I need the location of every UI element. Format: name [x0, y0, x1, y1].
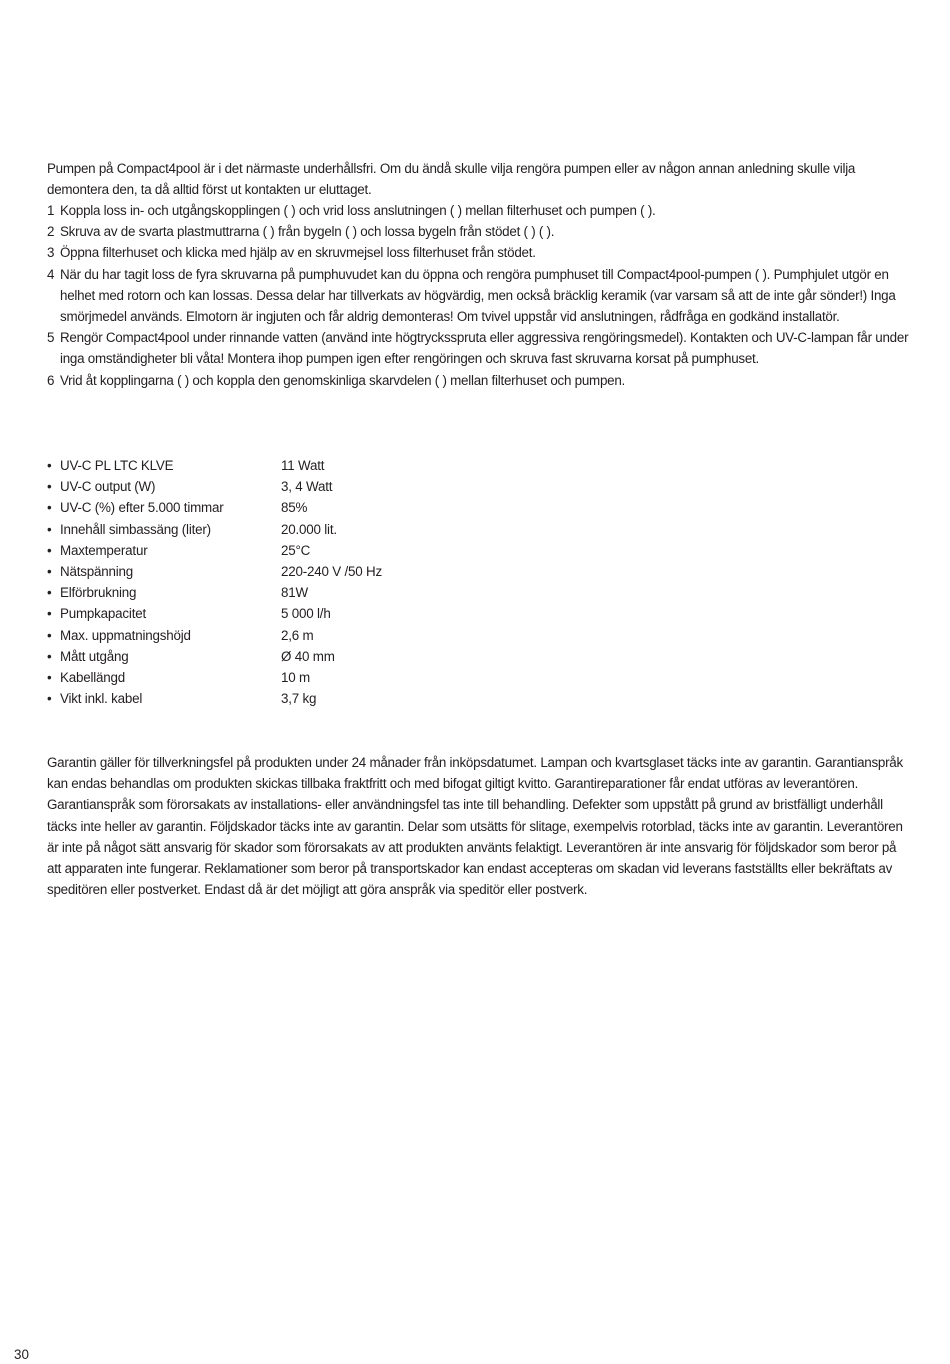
step-text: Koppla loss in- och utgångskopplingen ( ) och vrid loss anslutningen ( ) mellan filterhuset och pumpen ( ).	[60, 203, 656, 218]
bullet-icon: •	[47, 479, 52, 495]
spec-value: 3, 4 Watt	[281, 479, 333, 495]
step-item	[47, 264, 913, 328]
step-item	[47, 327, 913, 369]
spec-row	[47, 582, 547, 603]
step-item	[47, 242, 913, 263]
step-text: Rengör Compact4pool under rinnande vatten (använd inte högtrycksspruta eller aggressiva rengöringsmedel). Kontakten och UV-C-lampan får under inga omständigheter bli våta! Montera ihop pumpen igen efter rengöringen och skruva fast skruvarna korsat på pumphuset.	[60, 330, 909, 367]
spec-value: 220-240 V /50 Hz	[281, 563, 383, 579]
intro-paragraph: Pumpen på Compact4pool är i det närmaste underhållsfri. Om du ändå skulle vilja rengöra pumpen eller av någon annan anledning skulle vilja demontera den, ta då alltid först ut kontakten ur eluttaget.	[47, 161, 856, 198]
spec-label: UV-C output (W)	[60, 479, 156, 495]
bullet-icon: •	[47, 542, 52, 558]
spec-row	[47, 646, 547, 667]
spec-label: Maxtemperatur	[60, 542, 148, 558]
spec-label: Elförbrukning	[60, 585, 137, 601]
step-number: 1	[47, 203, 55, 218]
spec-value: 81W	[281, 585, 308, 601]
bullet-icon: •	[47, 563, 52, 579]
spec-value: 20.000 lit.	[281, 521, 337, 537]
step-text: Skruva av de svarta plastmuttrarna ( ) från bygeln ( ) och lossa bygeln från stödet ( ) ( ).	[60, 224, 555, 240]
spec-value: 85%	[281, 500, 308, 516]
spec-value: 3,7 kg	[281, 691, 317, 707]
bullet-icon: •	[47, 627, 52, 643]
step-text: Vrid åt kopplingarna ( ) och koppla den genomskinliga skarvdelen ( ) mellan filterhuset och pumpen.	[60, 372, 626, 388]
spec-row	[47, 455, 547, 476]
step-number: 6	[47, 372, 55, 388]
step-text: Öppna filterhuset och klicka med hjälp av en skruvmejsel loss filterhuset från stödet.	[60, 245, 536, 261]
spec-label: Pumpkapacitet	[60, 606, 146, 622]
step-number: 5	[47, 330, 55, 346]
spec-row	[47, 688, 547, 709]
spec-row	[47, 625, 547, 646]
spec-label: Vikt inkl. kabel	[60, 691, 143, 707]
spec-label: Innehåll simbassäng (liter)	[60, 521, 211, 537]
spec-row	[47, 667, 547, 688]
spec-label: Mått utgång	[60, 648, 129, 664]
spec-label: UV-C (%) efter 5.000 timmar	[60, 500, 224, 516]
step-item	[47, 221, 913, 242]
step-number: 3	[47, 245, 55, 261]
spec-label: UV-C PL LTC KLVE	[60, 458, 174, 473]
step-item	[47, 200, 913, 221]
bullet-icon: •	[47, 606, 52, 622]
spec-label: Kabellängd	[60, 669, 126, 685]
bullet-icon: •	[47, 521, 52, 537]
step-item	[47, 370, 913, 391]
step-number: 2	[47, 224, 55, 240]
spec-value: 11 Watt	[281, 458, 325, 473]
cleaning-steps-list	[47, 200, 913, 391]
step-text: När du har tagit loss de fyra skruvarna på pumphuvudet kan du öppna och rengöra pumphuset till Compact4pool-pumpen ( ). Pumphjulet utgör en helhet med rotorn och kan lossas. Dessa delar har tillverkats av högvärdig, men också bräcklig keramik (var varsam så att de inte går sönder!) Inga smörjmedel används. Elmotorn är ingjuten och får aldrig demonteras! Om tvivel uppstår vid anslutningen, rådfråga en godkänd installatör.	[60, 266, 896, 325]
spec-value: 25°C	[281, 542, 311, 558]
spec-value: 2,6 m	[281, 627, 314, 643]
spec-value: Ø 40 mm	[281, 648, 335, 664]
spec-row	[47, 603, 547, 624]
spec-label: Nätspänning	[60, 563, 133, 579]
page-number: 30	[14, 1347, 29, 1362]
bullet-icon: •	[47, 458, 52, 473]
bullet-icon: •	[47, 669, 52, 685]
spec-row	[47, 561, 547, 582]
spec-row	[47, 497, 547, 518]
spec-label: Max. uppmatningshöjd	[60, 627, 191, 643]
bullet-icon: •	[47, 648, 52, 664]
bullet-icon: •	[47, 500, 52, 516]
step-number: 4	[47, 266, 55, 282]
spec-value: 5 000 l/h	[281, 606, 331, 622]
spec-row	[47, 519, 547, 540]
bullet-icon: •	[47, 585, 52, 601]
spec-value: 10 m	[281, 669, 310, 685]
spec-row	[47, 476, 547, 497]
specifications-list	[47, 455, 547, 709]
bullet-icon: •	[47, 691, 52, 707]
spec-row	[47, 540, 547, 561]
warranty-paragraph: Garantin gäller för tillverkningsfel på produkten under 24 månader från inköpsdatumet. Lampan och kvartsglaset täcks inte av garantin. Garantianspråk kan endas behandlas om produkten skickas tillbaka fraktfritt och med bifogat giltigt kvitto. Garantireparationer får endat utföras av leverantören. Garantianspråk som förorsakats av installations- eller användningsfel tas inte till behandling. Defekter som uppstått på grund av bristfälligt underhåll täcks inte heller av garantin. Följdskador täcks inte av garantin. Delar som utsätts för slitage, exempelvis rotorblad, täcks inte av garantin. Leverantören är inte på något sätt ansvarig för skador som förorsakats av att produkten använts felaktigt. Leverantören är inte ansvarig för följdskador som beror på att apparaten inte fungerar. Reklamationer som beror på transportskador kan endast accepteras om skadan vid leverans fastställts eller bekräftats av speditören eller postverket. Endast då är det möjligt att göra anspråk via speditör eller postverk.	[47, 755, 903, 898]
